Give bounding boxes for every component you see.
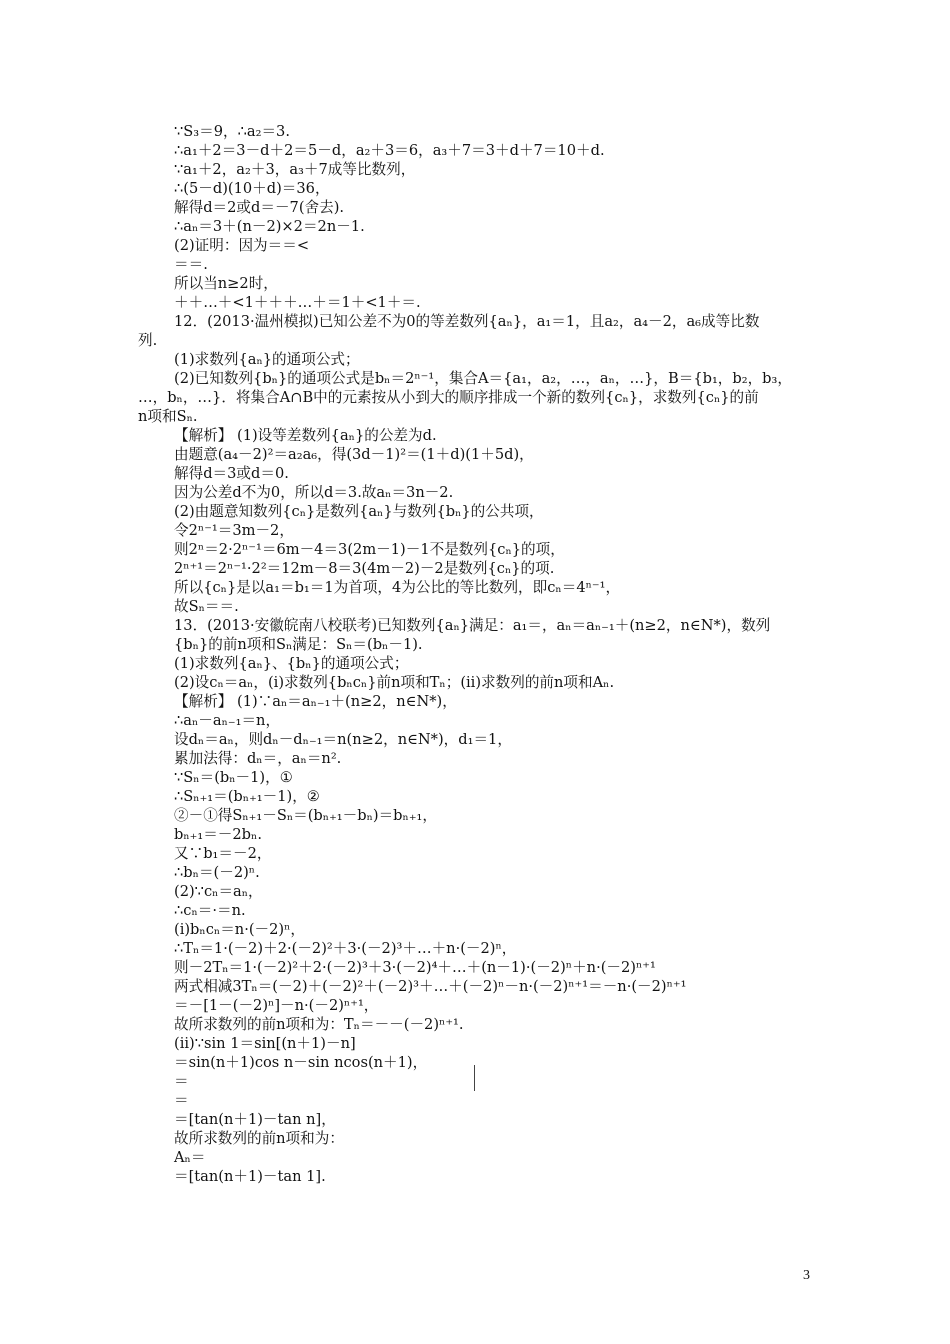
text-line: ＝－[1－(－2)ⁿ]－n·(－2)ⁿ⁺¹， <box>174 997 379 1014</box>
text-line: 解得d＝2或d＝－7(舍去). <box>174 199 345 216</box>
text-line: 所以当n≥2时， <box>174 275 278 292</box>
text-line: ＝＝. <box>174 256 208 273</box>
text-line: ∵Sₙ＝(bₙ－1)，① <box>174 769 293 786</box>
text-line: 【解析】 (1)∵aₙ＝aₙ₋₁＋(n≥2，n∈N*)， <box>174 693 457 710</box>
text-line: 故所求数列的前n项和为：Tₙ＝－－(－2)ⁿ⁺¹. <box>174 1016 464 1033</box>
text-line: n项和Sₙ. <box>138 408 198 425</box>
text-line: 两式相减3Tₙ＝(－2)＋(－2)²＋(－2)³＋…＋(－2)ⁿ－n·(－2)ⁿ⁺¹＝－n·(－2)ⁿ⁺¹ <box>174 978 687 995</box>
text-line: (ii)∵sin 1＝sin[(n＋1)－n] <box>174 1035 356 1052</box>
text-line: 所以{cₙ}是以a₁＝b₁＝1为首项，4为公比的等比数列，即cₙ＝4ⁿ⁻¹， <box>174 579 621 596</box>
text-line: ∴Tₙ＝1·(－2)＋2·(－2)²＋3·(－2)³＋…＋n·(－2)ⁿ， <box>174 940 517 957</box>
text-line: Aₙ＝ <box>174 1149 206 1166</box>
text-line: ＝ <box>174 1092 189 1109</box>
text-line: (1)求数列{aₙ}的通项公式； <box>174 351 360 368</box>
text-line: ＋＋…＋<1＋＋＋…＋＝1＋<1＋＝. <box>174 294 421 311</box>
text-line: ∴Sₙ₊₁＝(bₙ₊₁－1)，② <box>174 788 320 805</box>
text-line: 则2ⁿ＝2·2ⁿ⁻¹＝6m－4＝3(2m－1)－1不是数列{cₙ}的项， <box>174 541 565 558</box>
text-line: (2)∵cₙ＝aₙ， <box>174 883 263 900</box>
text-line: (1)求数列{aₙ}、{bₙ}的通项公式； <box>174 655 409 672</box>
text-line: 解得d＝3或d＝0. <box>174 465 289 482</box>
text-line: ∴aₙ＝3＋(n－2)×2＝2n－1. <box>174 218 365 235</box>
text-line: 故Sₙ＝＝. <box>174 598 239 615</box>
text-line: (2)已知数列{bₙ}的通项公式是bₙ＝2ⁿ⁻¹，集合A＝{a₁，a₂，…，aₙ，…}，B＝{b₁，b₂，b₃， <box>174 370 792 387</box>
text-line: 设dₙ＝aₙ，则dₙ－dₙ₋₁＝n(n≥2，n∈N*)，d₁＝1， <box>174 731 512 748</box>
text-line: 因为公差d不为0，所以d＝3.故aₙ＝3n－2. <box>174 484 454 501</box>
page-number: 3 <box>803 1268 810 1283</box>
text-line: 由题意(a₄－2)²＝a₂a₆，得(3d－1)²＝(1＋d)(1＋5d)， <box>174 446 534 463</box>
text-line: 令2ⁿ⁻¹＝3m－2， <box>174 522 294 539</box>
text-line: (2)设cₙ＝aₙ，(i)求数列{bₙcₙ}前n项和Tₙ；(ii)求数列的前n项和Aₙ. <box>174 674 615 691</box>
solution-text-block <box>138 122 828 1186</box>
text-line: 累加法得：dₙ＝，aₙ＝n². <box>174 750 342 767</box>
text-line: 列. <box>138 332 158 349</box>
text-line: ∴bₙ＝(－2)ⁿ. <box>174 864 260 881</box>
text-line: 【解析】 (1)设等差数列{aₙ}的公差为d. <box>174 427 437 444</box>
divider-mark <box>474 1065 475 1091</box>
text-line: 则－2Tₙ＝1·(－2)²＋2·(－2)³＋3·(－2)⁴＋…＋(n－1)·(－2)ⁿ＋n·(－2)ⁿ⁺¹ <box>174 959 656 976</box>
text-line: 13．(2013·安徽皖南八校联考)已知数列{aₙ}满足：a₁＝，aₙ＝aₙ₋₁＋(n≥2，n∈N*)，数列 <box>174 617 771 634</box>
text-line: ∵a₁＋2，a₂＋3，a₃＋7成等比数列， <box>174 161 416 178</box>
text-line: 12．(2013·温州模拟)已知公差不为0的等差数列{aₙ}，a₁＝1，且a₂，a₄－2，a₆成等比数 <box>174 313 760 330</box>
text-line: ∴a₁＋2＝3－d＋2＝5－d，a₂＋3＝6，a₃＋7＝3＋d＋7＝10＋d. <box>174 142 605 159</box>
text-line: ∴cₙ＝·＝n. <box>174 902 246 919</box>
text-line: ＝ <box>174 1073 189 1090</box>
text-line: bₙ₊₁＝－2bₙ. <box>174 826 262 843</box>
text-line: (2)证明：因为＝＝< <box>174 237 310 254</box>
text-line: …，bₙ，…}．将集合A∩B中的元素按从小到大的顺序排成一个新的数列{cₙ}，求数列{cₙ}的前 <box>138 389 759 406</box>
text-line: 2ⁿ⁺¹＝2ⁿ⁻¹·2²＝12m－8＝3(4m－2)－2是数列{cₙ}的项. <box>174 560 555 577</box>
text-line: 故所求数列的前n项和为： <box>174 1130 344 1147</box>
text-line: 又∵b₁＝－2， <box>174 845 272 862</box>
text-line: ＝sin(n＋1)cos n－sin ncos(n＋1)， <box>174 1054 428 1071</box>
text-line: ∴(5－d)(10＋d)＝36， <box>174 180 330 197</box>
text-line: (i)bₙcₙ＝n·(－2)ⁿ， <box>174 921 306 938</box>
text-line: (2)由题意知数列{cₙ}是数列{aₙ}与数列{bₙ}的公共项， <box>174 503 544 520</box>
text-line: ∴aₙ－aₙ₋₁＝n， <box>174 712 281 729</box>
text-line: ＝[tan(n＋1)－tan n]， <box>174 1111 336 1128</box>
text-line: ②－①得Sₙ₊₁－Sₙ＝(bₙ₊₁－bₙ)＝bₙ₊₁， <box>174 807 437 824</box>
text-line: ＝[tan(n＋1)－tan 1]. <box>174 1168 326 1185</box>
text-line: {bₙ}的前n项和Sₙ满足：Sₙ＝(bₙ－1). <box>174 636 423 653</box>
text-line: ∵S₃＝9，∴a₂＝3. <box>174 123 290 140</box>
